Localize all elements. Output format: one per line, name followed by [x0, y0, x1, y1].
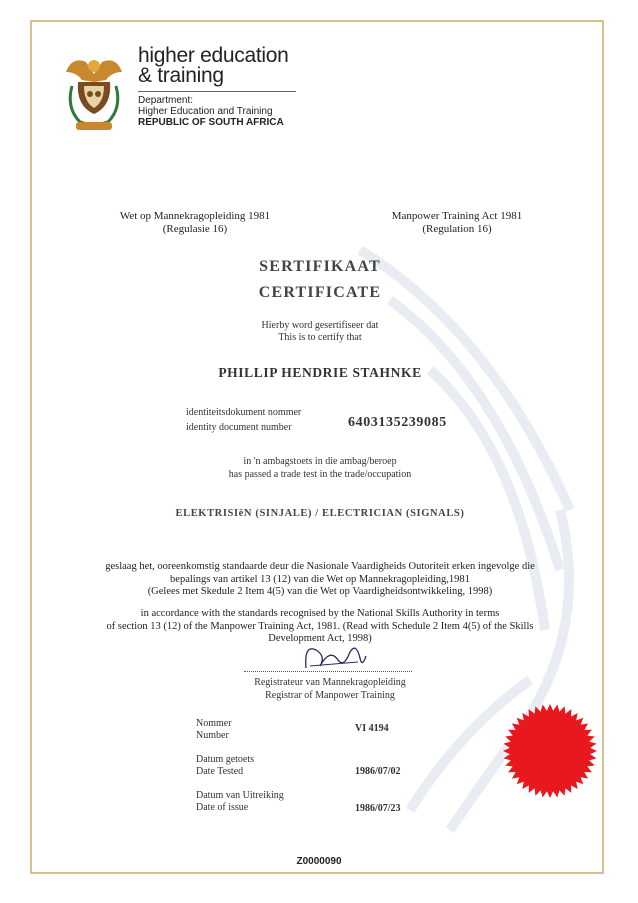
signature-icon [300, 638, 370, 674]
registrar-english: Registrar of Manpower Training [265, 690, 395, 701]
id-number: 6403135239085 [348, 415, 447, 430]
date-issue-value: 1986/07/23 [355, 803, 401, 814]
date-tested-value: 1986/07/02 [355, 766, 401, 777]
department-name: Higher Education and Training [138, 106, 273, 117]
date-issue-label-english: Date of issue [196, 802, 249, 813]
holder-name: PHILLIP HENDRIE STAHNKE [218, 365, 422, 380]
legal-en-line1: in accordance with the standards recognised by the National Skills Authority in terms [140, 608, 500, 619]
english-regulation: (Regulation 16) [422, 223, 492, 235]
legal-af-line3: (Gelees met Skedule 2 Item 4(5) van die Wet op Vaardigheidsontwikkeling, 1998) [147, 586, 493, 597]
english-act-block [372, 210, 542, 236]
signature-line [244, 671, 412, 672]
org-name-line2: & training [138, 64, 224, 87]
legal-en-line2: of section 13 (12) of the Manpower Training Act, 1981. (Read with Schedule 2 Item 4(5) of the Skills [106, 620, 534, 632]
legal-en-line3: Development Act, 1998) [268, 633, 372, 644]
country-name: REPUBLIC OF SOUTH AFRICA [138, 117, 284, 128]
certify-afrikaans: Hierby word gesertifiseer dat [261, 320, 379, 331]
number-label [196, 718, 232, 742]
serial-number: Z0000090 [296, 856, 342, 867]
id-label-afrikaans: identiteitsdokument nommer [186, 407, 302, 418]
number-label-english: Number [196, 730, 229, 741]
legal-text-afrikaans [50, 561, 590, 599]
date-issue-label [196, 790, 284, 814]
afrikaans-regulation: (Regulasie 16) [162, 223, 228, 235]
afrikaans-act-block [100, 210, 290, 236]
registrar-afrikaans: Registrateur van Mannekragopleiding [254, 677, 406, 688]
title-english: CERTIFICATE [258, 284, 382, 301]
number-value: VI 4194 [355, 723, 389, 734]
org-divider [138, 91, 296, 92]
number-label-afrikaans: Nommer [196, 718, 232, 729]
date-tested-label-afrikaans: Datum getoets [196, 754, 255, 765]
legal-af-line1: geslaag het, ooreenkomstig standaarde deur die Nasionale Vaardigheids Outoriteit erken ingevolge die [105, 561, 535, 572]
date-issue-label-afrikaans: Datum van Uitreiking [196, 790, 284, 801]
coat-of-arms-icon [62, 52, 126, 134]
date-tested-label [196, 754, 254, 778]
trade-afrikaans: in 'n ambagstoets in die ambag/beroep [243, 456, 397, 467]
certify-english: This is to certify that [278, 332, 362, 343]
department-block [138, 95, 284, 128]
trade-name: ELEKTRISIëN (SINJALE) / ELECTRICIAN (SIGNALS) [175, 508, 465, 519]
title-afrikaans: SERTIFIKAAT [259, 258, 381, 275]
english-act: Manpower Training Act 1981 [391, 210, 523, 222]
org-name-line1: higher education [138, 44, 289, 67]
date-tested-label-english: Date Tested [196, 766, 244, 777]
red-seal-icon [502, 703, 598, 799]
department-label: Department: [138, 95, 194, 106]
id-label-english: identity document number [186, 422, 292, 433]
trade-english: has passed a trade test in the trade/occupation [228, 469, 412, 480]
org-name [138, 46, 289, 86]
afrikaans-act: Wet op Mannekragopleiding 1981 [119, 210, 271, 222]
legal-af-line2: bepalings van artikel 13 (12) van die Wet op Mannekragopleiding,1981 [170, 573, 470, 585]
